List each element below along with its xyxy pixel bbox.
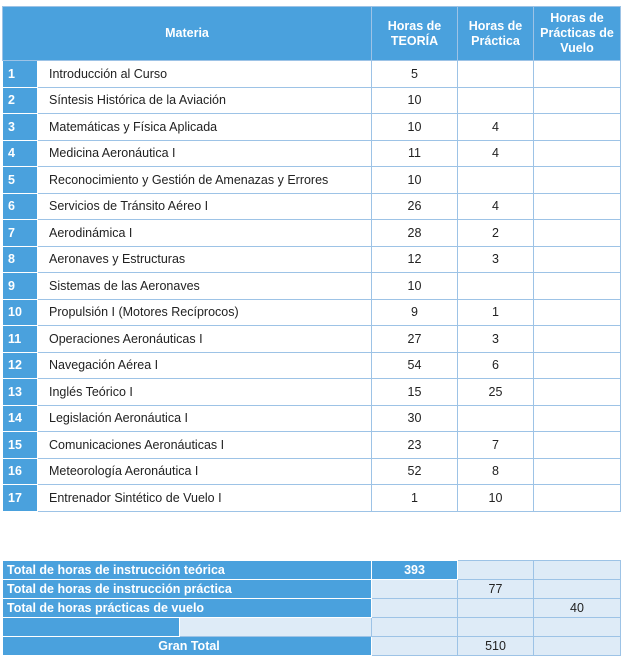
subject-name: Aeronaves y Estructuras bbox=[38, 246, 372, 273]
teoria-hours: 27 bbox=[372, 326, 458, 353]
practica-hours: 3 bbox=[458, 326, 534, 353]
table-row bbox=[3, 193, 621, 220]
vuelo-hours bbox=[534, 114, 621, 141]
row-number: 16 bbox=[3, 458, 38, 485]
vuelo-hours bbox=[534, 352, 621, 379]
subject-name: Inglés Teórico I bbox=[38, 379, 372, 406]
table-row bbox=[3, 326, 621, 353]
practica-hours: 2 bbox=[458, 220, 534, 247]
teoria-hours: 10 bbox=[372, 273, 458, 300]
teoria-hours: 28 bbox=[372, 220, 458, 247]
vuelo-hours bbox=[534, 299, 621, 326]
subject-name: Medicina Aeronáutica I bbox=[38, 140, 372, 167]
total-teorica-label: Total de horas de instrucción teórica bbox=[3, 561, 372, 580]
table-row bbox=[3, 220, 621, 247]
table-row bbox=[3, 458, 621, 485]
row-number: 2 bbox=[3, 87, 38, 114]
vuelo-hours bbox=[534, 246, 621, 273]
subject-name: Meteorología Aeronáutica I bbox=[38, 458, 372, 485]
practica-hours bbox=[458, 87, 534, 114]
header-teoria: Horas de TEORÍA bbox=[372, 7, 458, 61]
subject-name: Operaciones Aeronáuticas I bbox=[38, 326, 372, 353]
summary-table bbox=[2, 560, 621, 656]
teoria-hours: 26 bbox=[372, 193, 458, 220]
row-number: 7 bbox=[3, 220, 38, 247]
subject-name: Comunicaciones Aeronáuticas I bbox=[38, 432, 372, 459]
subject-name: Sistemas de las Aeronaves bbox=[38, 273, 372, 300]
subject-name: Servicios de Tránsito Aéreo I bbox=[38, 193, 372, 220]
total-teorica-value: 393 bbox=[372, 561, 458, 580]
teoria-hours: 10 bbox=[372, 114, 458, 141]
teoria-hours: 12 bbox=[372, 246, 458, 273]
teoria-hours: 23 bbox=[372, 432, 458, 459]
teoria-hours: 15 bbox=[372, 379, 458, 406]
vuelo-hours bbox=[534, 273, 621, 300]
practica-hours bbox=[458, 405, 534, 432]
practica-hours: 4 bbox=[458, 114, 534, 141]
row-number: 17 bbox=[3, 485, 38, 512]
row-number: 10 bbox=[3, 299, 38, 326]
teoria-hours: 1 bbox=[372, 485, 458, 512]
total-practica-value: 77 bbox=[458, 580, 534, 599]
vuelo-hours bbox=[534, 61, 621, 88]
row-number: 4 bbox=[3, 140, 38, 167]
teoria-hours: 10 bbox=[372, 167, 458, 194]
teoria-hours: 9 bbox=[372, 299, 458, 326]
teoria-hours: 10 bbox=[372, 87, 458, 114]
total-vuelo-label: Total de horas prácticas de vuelo bbox=[3, 599, 372, 618]
row-number: 9 bbox=[3, 273, 38, 300]
table-row bbox=[3, 273, 621, 300]
subject-name: Matemáticas y Física Aplicada bbox=[38, 114, 372, 141]
teoria-hours: 30 bbox=[372, 405, 458, 432]
subject-name: Reconocimiento y Gestión de Amenazas y Errores bbox=[38, 167, 372, 194]
row-number: 8 bbox=[3, 246, 38, 273]
teoria-hours: 5 bbox=[372, 61, 458, 88]
row-number: 6 bbox=[3, 193, 38, 220]
row-number: 5 bbox=[3, 167, 38, 194]
teoria-hours: 54 bbox=[372, 352, 458, 379]
subject-name: Navegación Aérea I bbox=[38, 352, 372, 379]
row-number: 11 bbox=[3, 326, 38, 353]
header-vuelo: Horas de Prácticas de Vuelo bbox=[534, 7, 621, 61]
practica-hours bbox=[458, 61, 534, 88]
subject-name: Propulsión I (Motores Recíprocos) bbox=[38, 299, 372, 326]
gran-total-value: 510 bbox=[458, 637, 534, 656]
gran-total-label: Gran Total bbox=[3, 637, 372, 656]
table-row bbox=[3, 87, 621, 114]
practica-hours: 10 bbox=[458, 485, 534, 512]
practica-hours: 4 bbox=[458, 193, 534, 220]
practica-hours: 7 bbox=[458, 432, 534, 459]
row-number: 3 bbox=[3, 114, 38, 141]
practica-hours: 3 bbox=[458, 246, 534, 273]
vuelo-hours bbox=[534, 432, 621, 459]
subject-name: Aerodinámica I bbox=[38, 220, 372, 247]
vuelo-hours bbox=[534, 140, 621, 167]
table-row bbox=[3, 485, 621, 512]
table-row bbox=[3, 61, 621, 88]
row-number: 15 bbox=[3, 432, 38, 459]
practica-hours: 8 bbox=[458, 458, 534, 485]
vuelo-hours bbox=[534, 220, 621, 247]
vuelo-hours bbox=[534, 485, 621, 512]
practica-hours: 1 bbox=[458, 299, 534, 326]
subjects-table bbox=[2, 6, 621, 512]
table-row bbox=[3, 379, 621, 406]
subject-name: Entrenador Sintético de Vuelo I bbox=[38, 485, 372, 512]
vuelo-hours bbox=[534, 405, 621, 432]
vuelo-hours bbox=[534, 379, 621, 406]
total-practica-label: Total de horas de instrucción práctica bbox=[3, 580, 372, 599]
row-number: 12 bbox=[3, 352, 38, 379]
practica-hours bbox=[458, 167, 534, 194]
vuelo-hours bbox=[534, 87, 621, 114]
row-number: 13 bbox=[3, 379, 38, 406]
table-row bbox=[3, 352, 621, 379]
header-practica: Horas de Práctica bbox=[458, 7, 534, 61]
table-row bbox=[3, 167, 621, 194]
subject-name: Síntesis Histórica de la Aviación bbox=[38, 87, 372, 114]
table-row bbox=[3, 246, 621, 273]
vuelo-hours bbox=[534, 326, 621, 353]
teoria-hours: 11 bbox=[372, 140, 458, 167]
total-vuelo-value: 40 bbox=[534, 599, 621, 618]
subject-name: Introducción al Curso bbox=[38, 61, 372, 88]
vuelo-hours bbox=[534, 193, 621, 220]
practica-hours: 6 bbox=[458, 352, 534, 379]
table-row bbox=[3, 405, 621, 432]
vuelo-hours bbox=[534, 458, 621, 485]
practica-hours bbox=[458, 273, 534, 300]
vuelo-hours bbox=[534, 167, 621, 194]
row-number: 1 bbox=[3, 61, 38, 88]
row-number: 14 bbox=[3, 405, 38, 432]
table-row bbox=[3, 114, 621, 141]
teoria-hours: 52 bbox=[372, 458, 458, 485]
practica-hours: 4 bbox=[458, 140, 534, 167]
practica-hours: 25 bbox=[458, 379, 534, 406]
table-row bbox=[3, 299, 621, 326]
header-materia: Materia bbox=[3, 7, 372, 61]
table-row bbox=[3, 140, 621, 167]
table-row bbox=[3, 432, 621, 459]
subject-name: Legislación Aeronáutica I bbox=[38, 405, 372, 432]
